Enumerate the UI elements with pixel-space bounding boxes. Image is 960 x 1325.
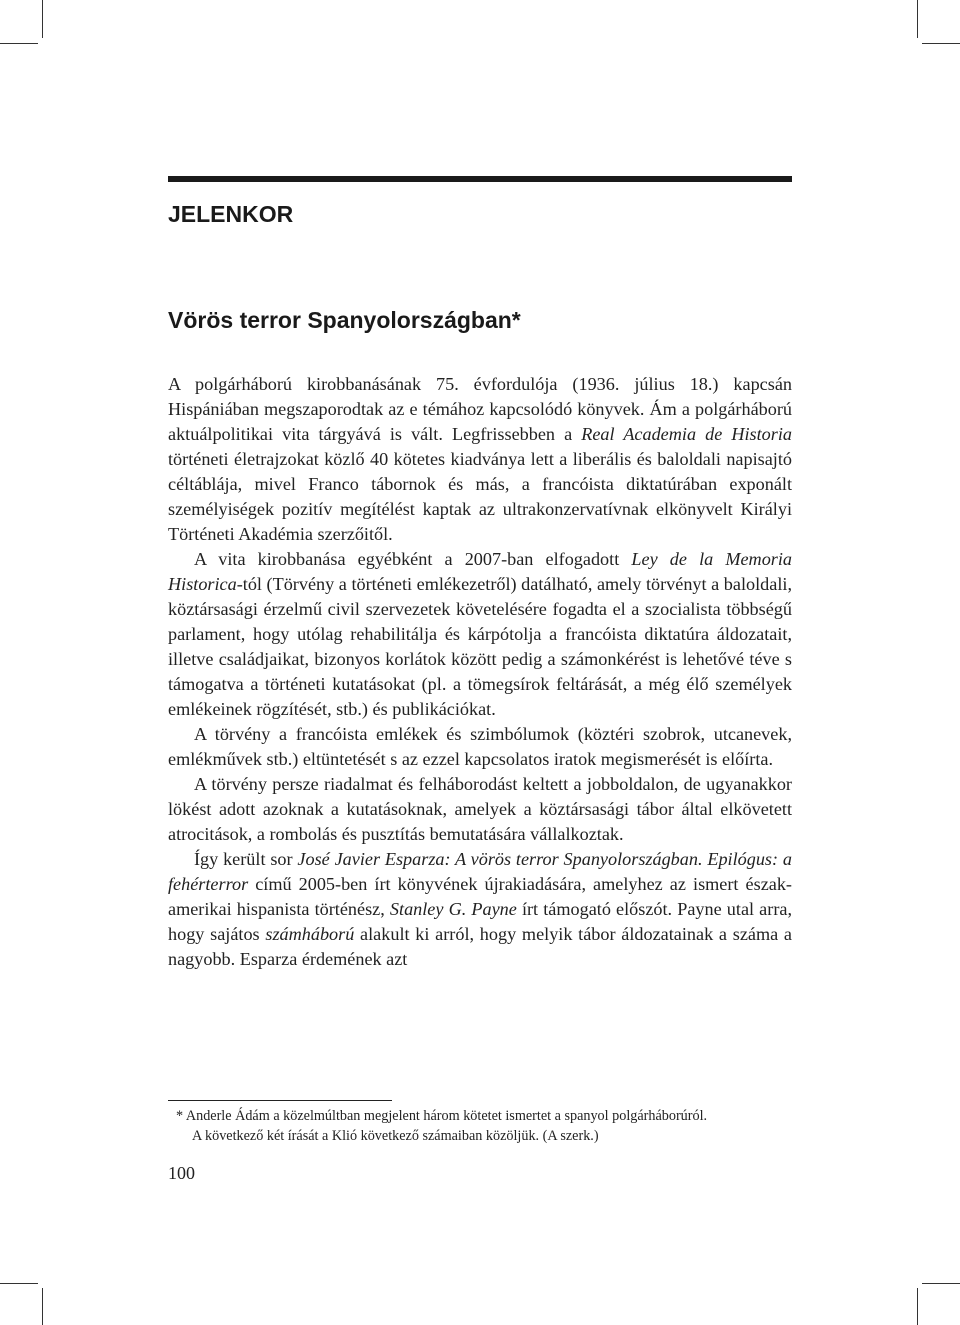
crop-mark [0,1283,38,1284]
article-title: Vörös terror Spanyolországban* [168,307,521,333]
footnote-line: A következő két írását a Klió következő számaiban közöljük. (A szerk.) [192,1128,599,1144]
text-run: A törvény persze riadalmat és felháborodást keltett a jobboldalon, de ugyanakkor lökést adott azoknak a kutatásoknak, amelyek a köztársasági tábor által elkövetett atrocitások, a rombolás és pusztítás bemutatására vállalkoztak. [168,774,792,844]
crop-mark [917,1288,918,1325]
footnote-rule [168,1100,392,1101]
text-run: A polgárháború kirobbanásának 75. évfordulója (1936. július 18.) kapcsán Hispániában megszaporodtak az e témához kapcsolódó könyvek. Ám a polgárháború aktuálpolitikai vita tárgyává is vált. Legfrissebben a [168,374,792,444]
text-run: című 2005-ben írt könyvének újrakiadására, amelyhez az ismert észak-amerikai hispanista történész, [168,874,792,919]
text-run: írt támogató előszót. Payne utal arra, hogy sajátos [168,899,792,944]
crop-mark [922,43,960,44]
crop-mark [42,0,43,38]
footnote [176,1106,796,1146]
page-number: 100 [168,1163,195,1183]
paragraph [168,772,792,847]
italic-run: José Javier Esparza: A vörös terror Spanyolországban. Epilógus: a fehérterror [168,849,792,894]
text-run: Így került sor [194,849,298,869]
footnote-line: * Anderle Ádám a közelmúltban megjelent három kötetet ismertet a spanyol polgárháborúról. [176,1108,708,1124]
paragraph [168,847,792,972]
paragraph [168,722,792,772]
text-run: alakult ki arról, hogy melyik tábor áldozatainak a száma a nagyobb. Esparza érdemének azt [168,924,792,969]
italic-run: Real Academia de Historia [581,424,793,444]
text-run: -tól (Törvény a történeti emlékezetről) datálható, amely törvényt a baloldali, köztársasági érzelmű civil szervezetek követelésére fogadta el a szocialista többségű parlament, hogy utólag rehabilitálja és kárpótolja a francóista diktatúra áldozatait, illetve családjaikat, bizonyos korlátok között pedig a számonkérést is lehetővé téve s támogatva a történeti kutatásokat (pl. a tömegsírok feltárását, a még élő személyek emlékeinek rögzítését, stb.) és publikációkat. [168,574,792,719]
italic-run: számháború [265,924,355,944]
paragraph [168,547,792,722]
crop-mark [922,1283,960,1284]
italic-run: Stanley G. Payne [389,899,517,919]
crop-mark [917,0,918,38]
text-run: A törvény a francóista emlékek és szimbólumok (köztéri szobrok, utcanevek, emlékművek stb.) eltüntetését s az ezzel kapcsolatos iratok megismerését is előírta. [168,724,792,769]
crop-mark [0,43,38,44]
italic-run: Ley de la Memoria Historica [168,549,793,594]
crop-mark [42,1288,43,1325]
header-rule [168,176,792,182]
paragraph [168,372,792,547]
text-run: A vita kirobbanása egyébként a 2007-ban elfogadott [194,549,632,569]
section-heading: JELENKOR [168,201,294,227]
article-body [168,372,792,972]
text-run: történeti életrajzokat közlő 40 kötetes kiadványa lett a liberális és baloldali napisajtó céltáblája, mivel Franco tábornok és más, a francóista diktatúrában exponált személyiségek pozitív megítélést kaptak az ultrakonzervatívnak elkönyvelt Királyi Történeti Akadémia szerzőitől. [168,449,792,544]
